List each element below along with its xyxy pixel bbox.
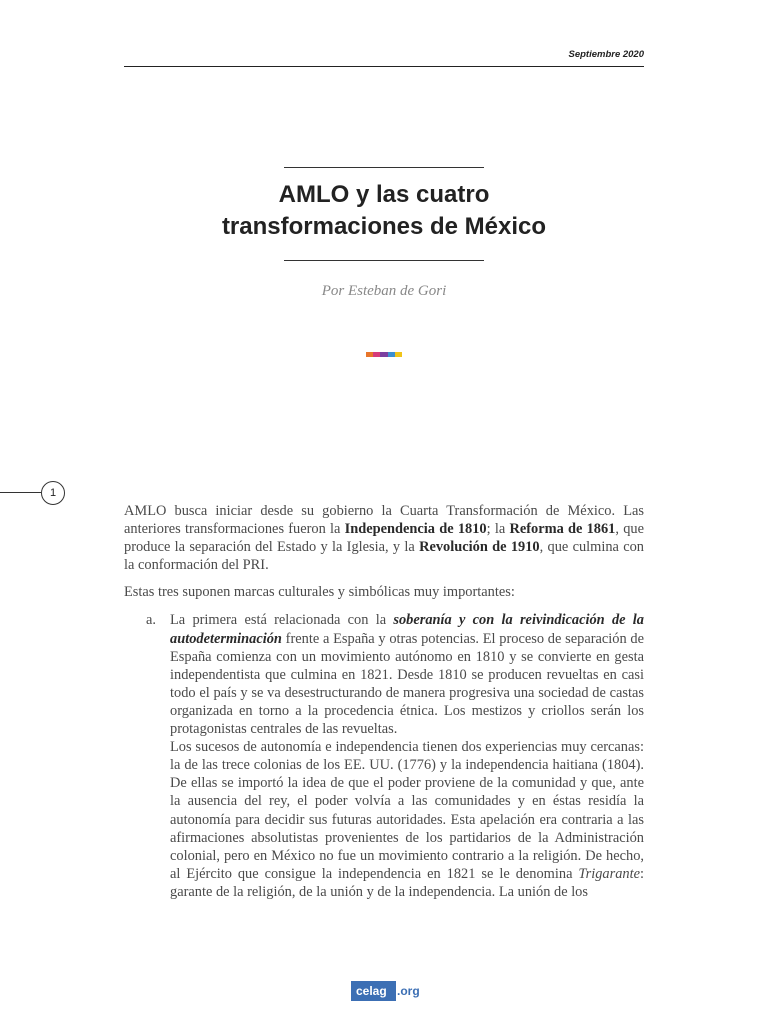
list-a-emphasis: soberanía y con la reivindicación de la autodeterminación (170, 612, 644, 647)
p1-text-4: , que culmina con la conformación del PRI. (124, 539, 645, 574)
title-top-rule (284, 167, 484, 168)
title-line-1: AMLO y las cuatro (278, 181, 490, 208)
list-a-trigarante: Trigarante (578, 865, 640, 882)
byline: Por Esteban de Gori (321, 283, 447, 299)
list-a-paragraph-2 (170, 738, 644, 901)
page-title (0, 179, 768, 243)
header-date: Septiembre 2020 (568, 49, 644, 60)
list-a-text-2: frente a España y otras potencias. El proceso de separación de España comienza con un movimiento autónomo en 1810 y se convierte en gesta independentista que culmina en 1821. Desde 1810 se producen revueltas en casi todo el país y se va desestructurando de manera progresiva una sociedad de castas organizada en torno a la procedencia étnica. Los mestizos y criollos serán los protagonistas centrales de las revueltas. (170, 630, 644, 738)
p1-bold-reforma: Reforma de 1861 (509, 521, 616, 538)
p1-bold-revolucion: Revolución de 1910 (419, 539, 540, 556)
paragraph-2: Estas tres suponen marcas culturales y simbólicas muy importantes: (124, 584, 515, 601)
section-number-badge: 1 (41, 481, 65, 505)
list-marker-a: a. (146, 612, 156, 629)
paragraph-1 (124, 502, 644, 574)
p1-bold-independencia: Independencia de 1810 (344, 521, 487, 538)
color-bar (366, 352, 402, 357)
color-bar-segment (395, 352, 402, 357)
color-bar-segment (388, 352, 395, 357)
header-rule (124, 66, 644, 67)
p1-text-3: , que produce la separación del Estado y la Iglesia, y la (124, 521, 644, 556)
p1-text-2: ; la (486, 521, 510, 538)
celag-logo (351, 981, 420, 1001)
color-bar-segment (373, 352, 380, 357)
logo-main: celag (351, 981, 396, 1001)
logo-suffix: .org (397, 984, 420, 998)
title-bottom-rule (284, 260, 484, 261)
color-bar-segment (366, 352, 373, 357)
list-a-text-1: La primera está relacionada con la (170, 612, 394, 629)
section-line (0, 492, 41, 493)
list-a-text-4: : garante de la religión, de la unión y de la independencia. La unión de los (170, 865, 644, 900)
list-a-paragraph-1 (170, 611, 644, 738)
p1-text-1: AMLO busca iniciar desde su gobierno la Cuarta Transformación de México. Las anteriores transformaciones fueron la (124, 503, 644, 538)
color-bar-segment (380, 352, 387, 357)
list-a-text-3: Los sucesos de autonomía e independencia tienen dos experiencias muy cercanas: la de las trece colonias de los EE. UU. (1776) y la independencia haitiana (1804). De ellas se importó la idea de que el poder proviene de la comunidad y que, ante la ausencia del rey, el poder volvía a las comunidades y en éstas residía la autonomía para decidir sus futuras autoridades. Esta apelación era contraria a las afirmaciones absolutistas provenientes de los partidarios de la Administración colonial, pero en México no fue un movimiento contrario a la religión. De hecho, al Ejército que consigue la independencia en 1821 se le denomina (170, 739, 644, 882)
body-text (124, 502, 644, 901)
list-item-a (124, 611, 644, 901)
title-line-2: transformaciones de México (221, 213, 547, 240)
